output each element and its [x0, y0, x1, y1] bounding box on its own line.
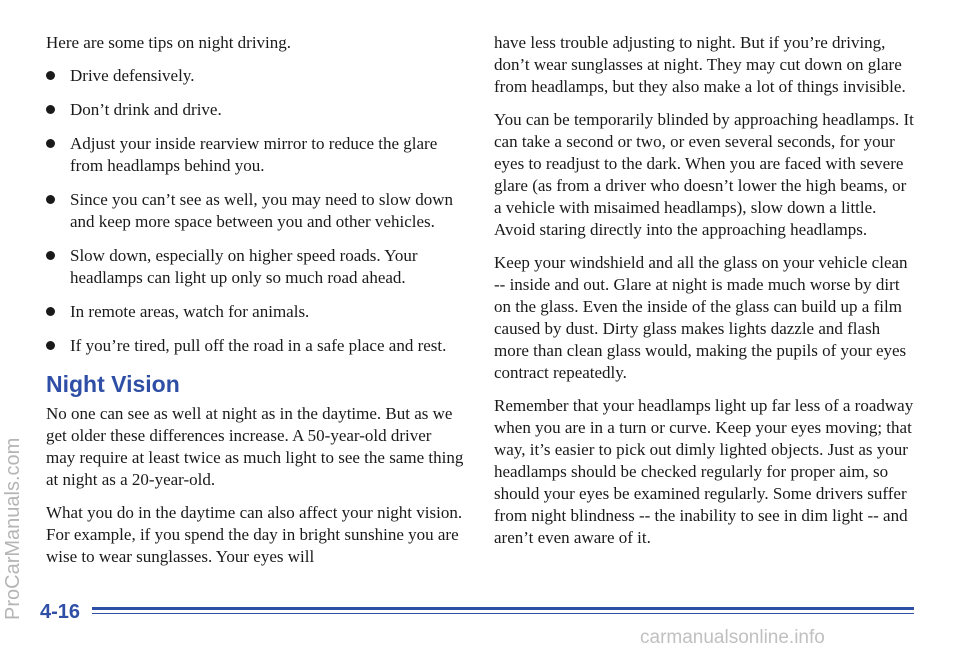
list-item	[46, 301, 464, 323]
body-paragraph: have less trouble adjusting to night. But if you’re driving, don’t wear sunglasses at night. They may cut down on glare from headlamps, but they also make a lot of things invisible.	[494, 33, 906, 96]
body-paragraph: No one can see as well at night as in the daytime. But as we get older these differences increase. A 50-year-old driver may require at least twice as much light to see the same thing at night as a 20-year-old.	[46, 404, 464, 489]
night-driving-tips-list	[46, 65, 464, 357]
bullet-icon	[46, 195, 55, 204]
section-heading: Night Vision	[46, 371, 180, 397]
tip-text: Drive defensively.	[70, 66, 195, 85]
tip-text: If you’re tired, pull off the road in a safe place and rest.	[70, 336, 447, 355]
bullet-icon	[46, 139, 55, 148]
list-item	[46, 99, 464, 121]
bottom-watermark: carmanualsonline.info	[640, 627, 825, 648]
list-item	[46, 245, 464, 289]
bullet-icon	[46, 251, 55, 260]
body-paragraph: You can be temporarily blinded by approaching headlamps. It can take a second or two, or even several seconds, for your eyes to readjust to the dark. When you are faced with severe glare (as from a driver who doesn’t lower the high beams, or a vehicle with misaimed headlamps), slow down a little. Avoid staring directly into the approaching headlamps.	[494, 110, 914, 239]
page-number: 4-16	[40, 601, 81, 623]
page-footer	[40, 601, 80, 624]
tip-text: In remote areas, watch for animals.	[70, 302, 310, 321]
footer-rule	[92, 607, 914, 614]
list-item	[46, 133, 464, 177]
tip-text: Slow down, especially on higher speed roads. Your headlamps can light up only so much road ahead.	[70, 246, 418, 287]
tip-text: Since you can’t see as well, you may need to slow down and keep more space between you and other vehicles.	[70, 190, 454, 231]
left-column	[46, 32, 464, 579]
list-item	[46, 189, 464, 233]
side-watermark: ProCarManuals.com	[2, 437, 24, 620]
bullet-icon	[46, 307, 55, 316]
right-column	[494, 32, 914, 560]
list-item	[46, 65, 464, 87]
bullet-icon	[46, 105, 55, 114]
tip-text: Don’t drink and drive.	[70, 100, 222, 119]
body-paragraph: Remember that your headlamps light up far less of a roadway when you are in a turn or curve. Keep your eyes moving; that way, it’s easier to pick out dimly lighted objects. Just as your headlamps should be checked regularly for proper aim, so should your eyes be examined regularly. Some drivers suffer from night blindness -- the inability to see in dim light -- and aren’t even aware of it.	[494, 396, 914, 547]
body-paragraph: Keep your windshield and all the glass on your vehicle clean -- inside and out. Glare at night is made much worse by dirt on the glass. Even the inside of the glass can build up a film caused by dust. Dirty glass makes lights dazzle and flash more than clean glass would, making the pupils of your eyes contract repeatedly.	[494, 253, 908, 382]
tip-text: Adjust your inside rearview mirror to reduce the glare from headlamps behind you.	[70, 134, 438, 175]
body-paragraph: What you do in the daytime can also affect your night vision. For example, if you spend the day in bright sunshine you are wise to wear sunglasses. Your eyes will	[46, 503, 463, 566]
bullet-icon	[46, 71, 55, 80]
intro-text: Here are some tips on night driving.	[46, 33, 292, 52]
bullet-icon	[46, 341, 55, 350]
list-item	[46, 335, 464, 357]
